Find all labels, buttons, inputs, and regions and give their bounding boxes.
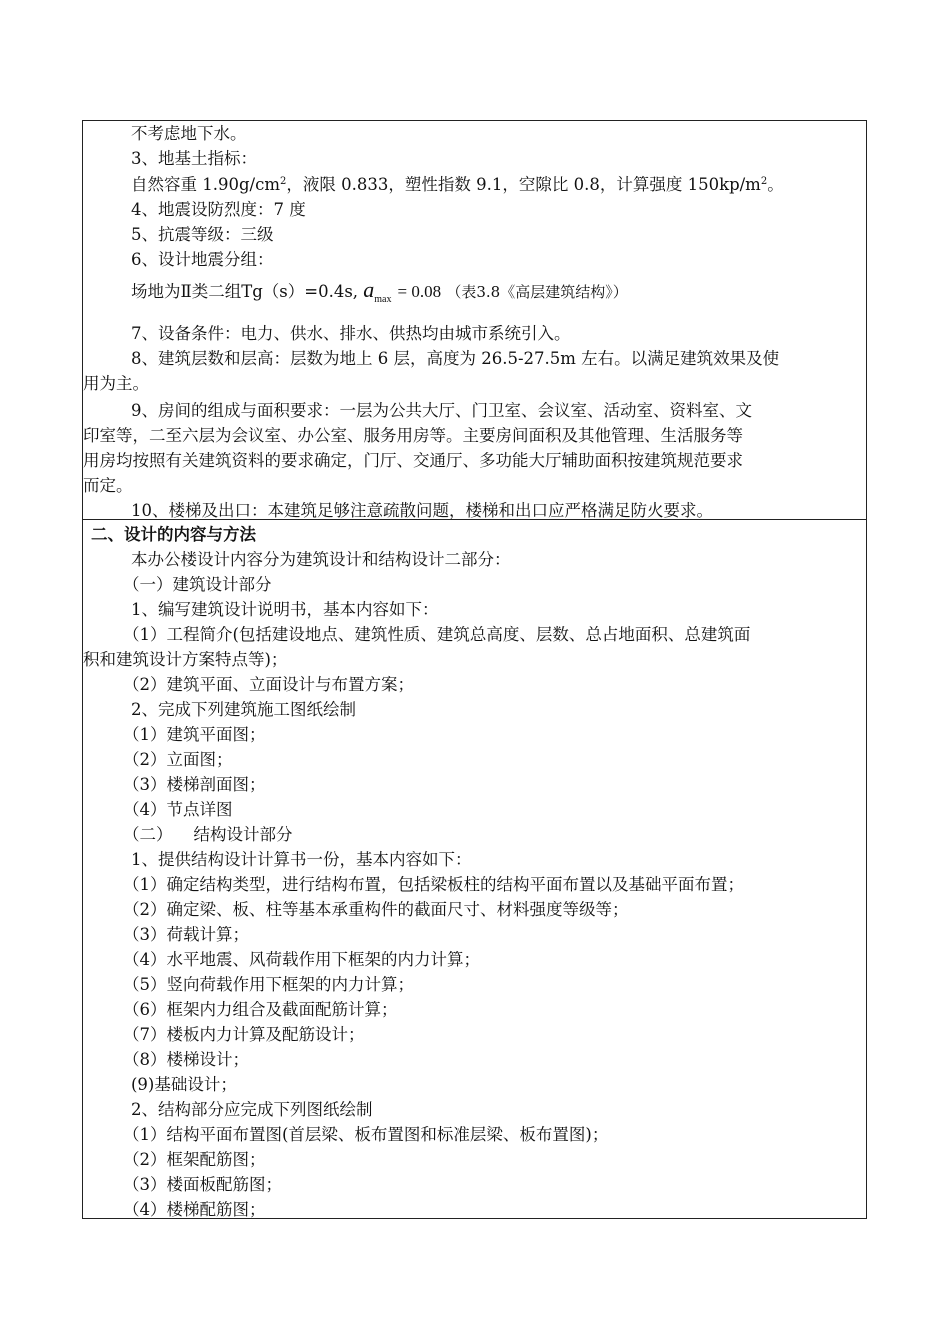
rooms-line-1: 9、房间的组成与面积要求：一层为公共大厅、门卫室、会议室、活动室、资料室、文 (131, 401, 752, 420)
groundwater-line: 不考虑地下水。 (131, 124, 247, 143)
arch-drawing-item: 2、完成下列建筑施工图纸绘制 (131, 700, 356, 719)
site-class-line: 场地为Ⅱ类二组Tg（s）=0.4s, $a_{max} = 0.08$ （表3.8《高层建筑结构》） (131, 277, 628, 305)
alpha-max-formula: $a_{max} = 0.08$ (363, 277, 442, 305)
arch-sub2: （2）建筑平面、立面设计与布置方案； (123, 675, 414, 694)
rooms-line-2: 印室等，二至六层为会议室、办公室、服务用房等。主要房间面积及其他管理、生活服务等 (83, 426, 743, 445)
arch-drawing-2: （2）立面图； (123, 750, 233, 769)
struct-calc-3: （3）荷载计算； (123, 925, 249, 944)
floors-line-1: 8、建筑层数和层高：层数为地上 6 层，高度为 26.5-27.5m 左右。以满足建筑效果及使 (131, 349, 780, 368)
struct-drawing-2: （2）框架配筋图； (123, 1150, 266, 1169)
arch-drawing-1: （1）建筑平面图； (123, 725, 266, 744)
struct-drawing-4: （4）楼梯配筋图； (123, 1200, 266, 1219)
architecture-part-title: （一）建筑设计部分 (123, 575, 272, 594)
design-content-cell (82, 519, 867, 1219)
struct-calc-5: （5）竖向荷载作用下框架的内力计算； (123, 975, 414, 994)
arch-sub1-line1: （1）工程简介(包括建设地点、建筑性质、建筑总高度、层数、总占地面积、总建筑面 (123, 625, 751, 644)
arch-sub1-line2: 积和建筑设计方案特点等)； (83, 650, 288, 669)
site-conditions-cell (82, 120, 867, 520)
struct-calc-7: （7）楼板内力计算及配筋设计； (123, 1025, 365, 1044)
struct-drawing-3: （3）楼面板配筋图； (123, 1175, 282, 1194)
struct-calc-4: （4）水平地震、风荷载作用下框架的内力计算； (123, 950, 480, 969)
floors-line-2: 用为主。 (83, 374, 149, 393)
struct-drawing-1: （1）结构平面布置图(首层梁、板布置图和标准层梁、板布置图)； (123, 1125, 609, 1144)
seismic-grade-line: 5、抗震等级：三级 (131, 225, 274, 244)
stairs-line: 10、楼梯及出口：本建筑足够注意疏散问题，楼梯和出口应严格满足防火要求。 (131, 501, 713, 520)
arch-drawing-4: （4）节点详图 (123, 800, 233, 819)
struct-calc-9: (9)基础设计； (131, 1075, 237, 1094)
struct-calc-8: （8）楼梯设计； (123, 1050, 249, 1069)
struct-calc-6: （6）框架内力组合及截面配筋计算； (123, 1000, 398, 1019)
arch-manual-item: 1、编写建筑设计说明书，基本内容如下： (131, 600, 439, 619)
section-heading: 二、设计的内容与方法 (91, 525, 256, 544)
structure-part-title: （二） 结构设计部分 (123, 825, 293, 844)
rooms-line-3: 用房均按照有关建筑资料的要求确定，门厅、交通厅、多功能大厅辅助面积按建筑规范要求 (83, 451, 743, 470)
struct-calc-2: （2）确定梁、板、柱等基本承重构件的截面尺寸、材料强度等级等； (123, 900, 629, 919)
struct-calc-1: （1）确定结构类型，进行结构布置，包括梁板柱的结构平面布置以及基础平面布置； (123, 875, 744, 894)
rooms-line-4: 而定。 (83, 476, 133, 495)
struct-calc-item: 1、提供结构设计计算书一份，基本内容如下： (131, 850, 472, 869)
equipment-line: 7、设备条件：电力、供水、排水、供热均由城市系统引入。 (131, 324, 571, 343)
design-intro: 本办公楼设计内容分为建筑设计和结构设计二部分： (131, 550, 511, 569)
arch-drawing-3: （3）楼梯剖面图； (123, 775, 266, 794)
seismic-intensity-line: 4、地震设防烈度：7 度 (131, 200, 306, 219)
soil-index-detail: 自然容重 $1.90g/cm^2$，液限 0.833，塑性指数 9.1，空隙比 0.8，计算强度 $150kp/m^2$。 (131, 175, 784, 194)
struct-drawing-item: 2、结构部分应完成下列图纸绘制 (131, 1100, 373, 1119)
seismic-group-title: 6、设计地震分组： (131, 250, 274, 269)
soil-index-title: 3、地基土指标： (131, 149, 257, 168)
